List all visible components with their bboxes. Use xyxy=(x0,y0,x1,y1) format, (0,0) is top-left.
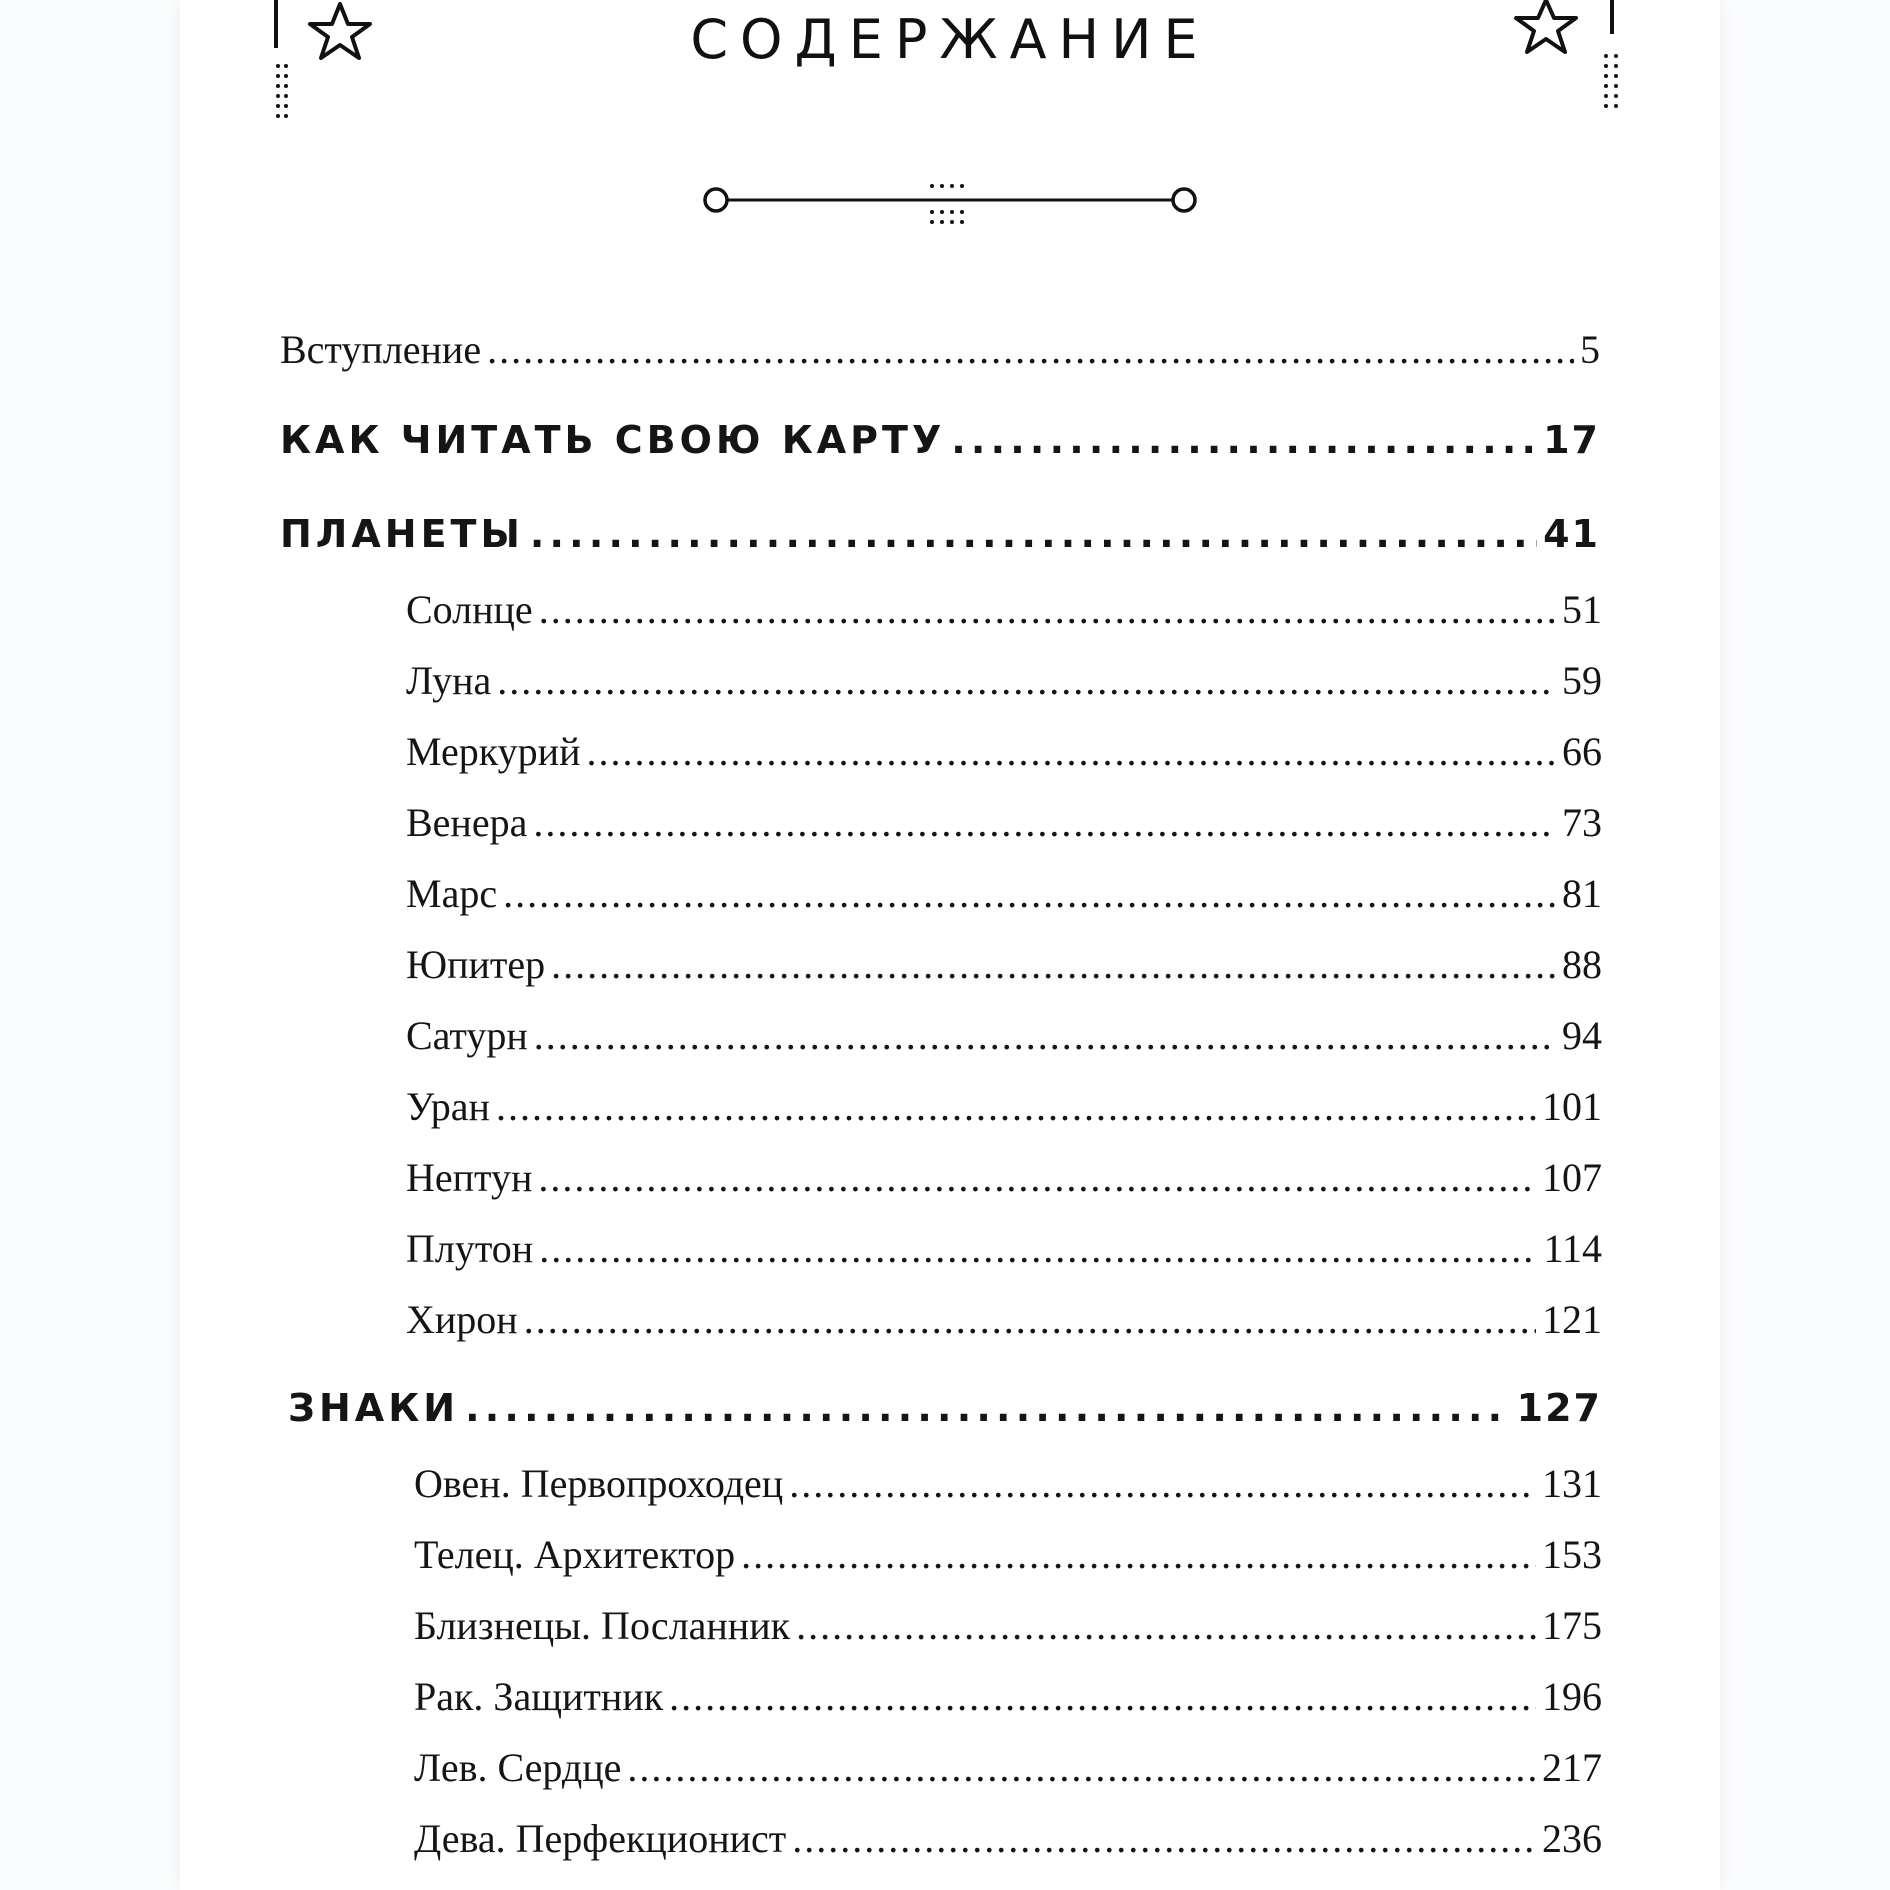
toc-entry-label: Марс xyxy=(406,871,498,916)
dot-leader xyxy=(496,1083,1536,1130)
dot-leader xyxy=(789,1460,1536,1507)
toc-entry-label: Сатурн xyxy=(406,1013,528,1058)
dot-leader xyxy=(503,870,1556,917)
toc-entry-label: Меркурий xyxy=(406,729,581,774)
toc-entry-page: 5 xyxy=(1580,327,1600,372)
toc-entry[interactable] xyxy=(414,1602,1602,1649)
toc-entry-label: Хирон xyxy=(406,1297,518,1342)
toc-entry[interactable] xyxy=(406,1154,1602,1201)
toc-entry[interactable] xyxy=(406,799,1602,846)
dot-leader xyxy=(524,1296,1536,1343)
toc-entry-page: 88 xyxy=(1562,942,1602,987)
dot-leader xyxy=(796,1602,1536,1649)
toc-entry-label: Телец. Архитектор xyxy=(414,1532,736,1577)
toc-section[interactable] xyxy=(280,512,1600,556)
toc-entry-page: 131 xyxy=(1542,1461,1602,1506)
toc-entry-page: 114 xyxy=(1543,1226,1602,1271)
dot-leader xyxy=(497,657,1556,704)
toc-entry[interactable] xyxy=(406,1012,1602,1059)
dot-leader xyxy=(533,799,1556,846)
toc-entry-label: Дева. Перфекционист xyxy=(414,1816,787,1861)
dot-leader xyxy=(539,586,1556,633)
toc-entry-label: Близнецы. Посланник xyxy=(414,1603,791,1648)
toc-entry-page: 81 xyxy=(1562,871,1602,916)
dot-leader xyxy=(792,1815,1536,1862)
toc-entry[interactable] xyxy=(406,586,1602,633)
toc-entry[interactable] xyxy=(406,657,1602,704)
toc-entry-label: Рак. Защитник xyxy=(414,1674,664,1719)
dot-leader xyxy=(586,728,1556,775)
dot-leader xyxy=(627,1744,1536,1791)
dot-leader xyxy=(669,1673,1536,1720)
toc-section-label: КАК ЧИТАТЬ СВОЮ КАРТУ xyxy=(280,418,946,462)
toc-entry-page: 59 xyxy=(1562,658,1602,703)
toc-entry[interactable] xyxy=(406,1296,1602,1343)
toc-entry[interactable] xyxy=(414,1460,1602,1507)
dot-leader xyxy=(551,941,1556,988)
table-of-contents xyxy=(180,0,1720,1890)
toc-entry-page: 121 xyxy=(1542,1297,1602,1342)
toc-entry[interactable] xyxy=(406,941,1602,988)
toc-section-page: 127 xyxy=(1516,1386,1602,1430)
toc-entry-page: 175 xyxy=(1542,1603,1602,1648)
toc-entry-page: 153 xyxy=(1542,1532,1602,1577)
toc-entry[interactable] xyxy=(406,728,1602,775)
dot-leader xyxy=(534,1012,1556,1059)
toc-section-label: ПЛАНЕТЫ xyxy=(280,512,524,556)
toc-entry-label: Луна xyxy=(406,658,492,703)
toc-entry-page: 196 xyxy=(1542,1674,1602,1719)
toc-entry-label: Венера xyxy=(406,800,528,845)
toc-entry-label: Овен. Первопроходец xyxy=(414,1461,784,1506)
dot-leader xyxy=(741,1531,1536,1578)
toc-entry[interactable] xyxy=(414,1815,1602,1862)
toc-entry[interactable] xyxy=(280,326,1600,373)
toc-entry-page: 107 xyxy=(1542,1155,1602,1200)
toc-entry-page: 66 xyxy=(1562,729,1602,774)
toc-entry[interactable] xyxy=(414,1531,1602,1578)
toc-entry-page: 236 xyxy=(1542,1816,1602,1861)
toc-entry-label: Солнце xyxy=(406,587,533,632)
toc-entry[interactable] xyxy=(406,870,1602,917)
book-page xyxy=(180,0,1720,1890)
toc-section[interactable] xyxy=(280,418,1600,462)
dot-leader xyxy=(951,418,1537,462)
dot-leader xyxy=(487,326,1574,373)
toc-entry-page: 217 xyxy=(1542,1745,1602,1790)
dot-leader xyxy=(465,1386,1511,1430)
toc-section-label: ЗНАКИ xyxy=(288,1386,460,1430)
toc-entry-page: 94 xyxy=(1562,1013,1602,1058)
toc-entry-label: Лев. Сердце xyxy=(414,1745,622,1790)
toc-entry[interactable] xyxy=(406,1083,1602,1130)
toc-section-page: 17 xyxy=(1543,418,1600,462)
toc-entry-label: Юпитер xyxy=(406,942,546,987)
toc-section-page: 41 xyxy=(1543,512,1600,556)
toc-entry[interactable] xyxy=(406,1225,1602,1272)
page-title: СОДЕРЖАНИЕ xyxy=(690,8,1210,71)
dot-leader xyxy=(530,512,1537,556)
dot-leader xyxy=(539,1225,1537,1272)
toc-entry-label: Плутон xyxy=(406,1226,534,1271)
toc-entry-label: Уран xyxy=(406,1084,490,1129)
toc-entry-label: Нептун xyxy=(406,1155,533,1200)
dot-leader xyxy=(538,1154,1536,1201)
toc-entry[interactable] xyxy=(414,1744,1602,1791)
toc-entry-page: 51 xyxy=(1562,587,1602,632)
toc-entry-page: 73 xyxy=(1562,800,1602,845)
toc-entry-label: Вступление xyxy=(280,327,482,372)
toc-entry-page: 101 xyxy=(1542,1084,1602,1129)
toc-entry[interactable] xyxy=(414,1673,1602,1720)
toc-section[interactable] xyxy=(288,1386,1602,1430)
